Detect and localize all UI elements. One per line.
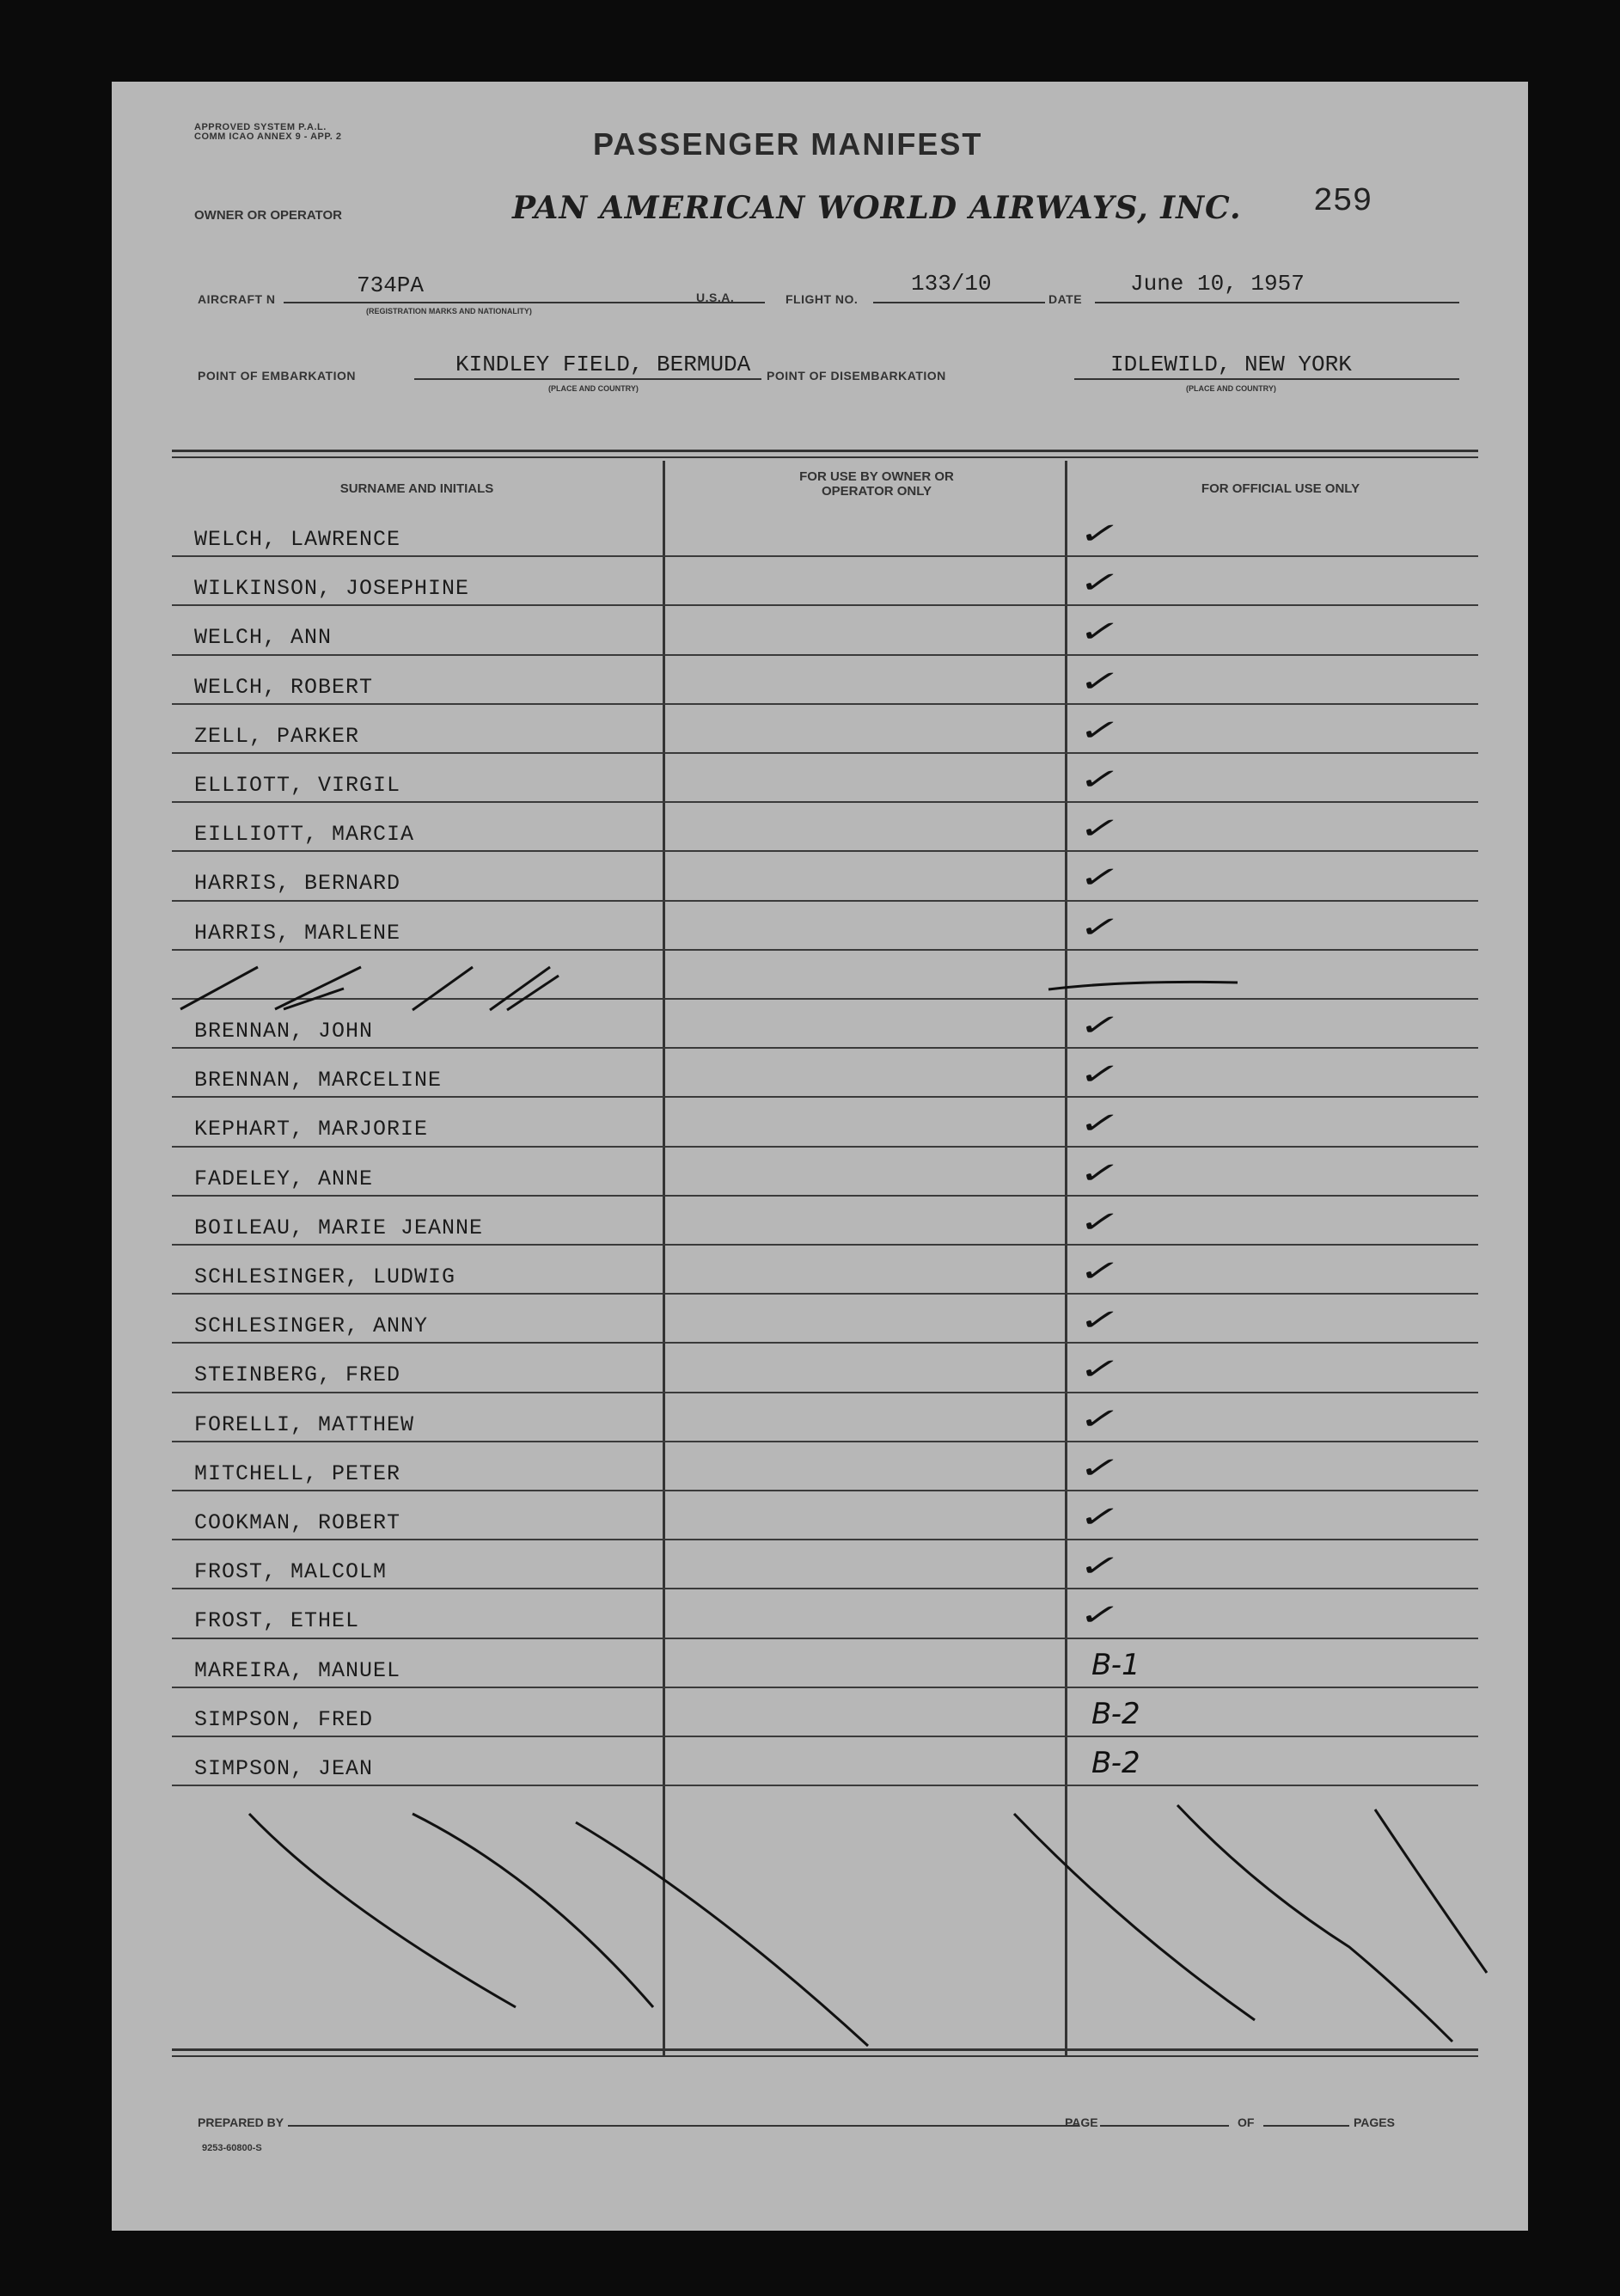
official-checkmark: ✓ [1075, 1598, 1124, 1633]
strike-through-mark [249, 1814, 516, 2007]
passenger-name: MAREIRA, MANUEL [194, 1657, 401, 1683]
passenger-name: HARRIS, MARLENE [194, 920, 401, 946]
disembarkation-value: IDLEWILD, NEW YORK [1110, 352, 1352, 377]
passenger-name: STEINBERG, FRED [194, 1362, 401, 1388]
official-checkmark: ✓ [1075, 1303, 1124, 1338]
official-checkmark: ✓ [1075, 762, 1124, 797]
strike-through-mark [413, 967, 559, 1010]
official-checkmark: ✓ [1075, 1057, 1124, 1093]
official-checkmark: ✓ [1075, 1155, 1124, 1191]
passenger-name: SCHLESINGER, ANNY [194, 1313, 429, 1339]
official-note: B-2 [1091, 1696, 1140, 1731]
official-checkmark: ✓ [1075, 909, 1124, 945]
form-number: 9253-60800-S [202, 2143, 262, 2153]
passenger-name: FADELEY, ANNE [194, 1166, 374, 1191]
aircraft-value: 734PA [357, 272, 425, 298]
flight-label: FLIGHT NO. [786, 292, 859, 306]
nationality-label: U.S.A. [696, 291, 735, 304]
handwritten-marks [112, 82, 1528, 2231]
prepared-by-underline [288, 2125, 1079, 2127]
official-checkmark: ✓ [1075, 860, 1124, 896]
prepared-by-label: PREPARED BY [198, 2115, 284, 2129]
official-note: B-1 [1091, 1647, 1140, 1682]
official-checkmark: ✓ [1075, 1008, 1124, 1043]
passenger-name: KEPHART, MARJORIE [194, 1117, 429, 1142]
of-label: OF [1238, 2115, 1255, 2129]
passenger-name: SCHLESINGER, LUDWIG [194, 1264, 456, 1289]
registration-caption: (REGISTRATION MARKS AND NATIONALITY) [366, 307, 532, 315]
sheet-number: 259 [1313, 183, 1372, 220]
official-checkmark: ✓ [1075, 615, 1124, 650]
official-checkmark: ✓ [1075, 1500, 1124, 1534]
passenger-name: FROST, MALCOLM [194, 1559, 388, 1585]
official-checkmark: ✓ [1075, 517, 1124, 551]
passenger-name: HARRIS, BERNARD [194, 871, 401, 897]
page-label: PAGE [1065, 2115, 1098, 2129]
date-value: June 10, 1957 [1130, 271, 1305, 297]
page-underline [1100, 2125, 1229, 2127]
embarkation-caption: (PLACE AND COUNTRY) [548, 384, 639, 393]
official-checkmark: ✓ [1075, 811, 1124, 847]
official-note: B-2 [1091, 1746, 1140, 1780]
passenger-name: WELCH, ANN [194, 625, 333, 651]
strike-through-mark [576, 1822, 868, 2046]
embarkation-label: POINT OF EMBARKATION [198, 369, 356, 383]
passenger-name: SIMPSON, JEAN [194, 1756, 374, 1781]
passenger-name: WELCH, LAWRENCE [194, 527, 401, 552]
official-checkmark: ✓ [1075, 664, 1124, 699]
official-checkmark: ✓ [1075, 1549, 1124, 1584]
embarkation-value: KINDLEY FIELD, BERMUDA [455, 352, 751, 377]
official-checkmark: ✓ [1075, 1204, 1124, 1240]
aircraft-label: AIRCRAFT N [198, 292, 276, 306]
passenger-name: FORELLI, MATTHEW [194, 1411, 415, 1437]
strike-through-mark [413, 1814, 653, 2007]
official-checkmark: ✓ [1075, 1254, 1124, 1289]
operator-name: PAN AMERICAN WORLD AIRWAYS, INC. [512, 190, 1242, 226]
passenger-name: SIMPSON, FRED [194, 1706, 374, 1732]
passenger-name: WILKINSON, JOSEPHINE [194, 576, 470, 602]
disembarkation-caption: (PLACE AND COUNTRY) [1186, 384, 1276, 393]
flight-value: 133/10 [911, 271, 992, 297]
passenger-name: ELLIOTT, VIRGIL [194, 773, 401, 798]
strike-through-mark [1177, 1805, 1452, 2042]
pages-label: PAGES [1354, 2115, 1395, 2129]
strike-through-mark [1375, 1809, 1487, 1973]
official-checkmark: ✓ [1075, 1106, 1124, 1142]
column-header-surname: SURNAME AND INITIALS [339, 481, 494, 496]
official-checkmark: ✓ [1075, 1401, 1124, 1436]
passenger-name: MITCHELL, PETER [194, 1460, 401, 1486]
owner-label: OWNER OR OPERATOR [194, 208, 342, 223]
official-checkmark: ✓ [1075, 566, 1124, 601]
approval-note: APPROVED SYSTEM P.A.L. COMM ICAO ANNEX 9 - APP. 2 [194, 122, 342, 142]
passenger-name: ZELL, PARKER [194, 723, 360, 749]
passenger-name: FROST, ETHEL [194, 1608, 360, 1634]
strike-through-mark [1048, 982, 1238, 989]
manifest-sheet [112, 82, 1528, 2231]
passenger-name: BRENNAN, MARCELINE [194, 1068, 443, 1093]
passenger-name: COOKMAN, ROBERT [194, 1510, 401, 1535]
column-header-owner: FOR USE BY OWNER OR OPERATOR ONLY [799, 469, 954, 499]
disembarkation-label: POINT OF DISEMBARKATION [767, 369, 946, 383]
passenger-name: WELCH, ROBERT [194, 674, 374, 700]
page-title: PASSENGER MANIFEST [593, 126, 983, 162]
column-header-official: FOR OFFICIAL USE ONLY [1201, 481, 1360, 496]
official-checkmark: ✓ [1075, 1352, 1124, 1387]
date-label: DATE [1048, 292, 1083, 306]
official-checkmark: ✓ [1075, 713, 1124, 748]
passenger-name: BOILEAU, MARIE JEANNE [194, 1215, 484, 1240]
passenger-name: EILLIOTT, MARCIA [194, 822, 415, 848]
official-checkmark: ✓ [1075, 1450, 1124, 1485]
strike-through-mark [180, 967, 361, 1009]
passenger-name: BRENNAN, JOHN [194, 1019, 374, 1044]
of-underline [1263, 2125, 1349, 2127]
